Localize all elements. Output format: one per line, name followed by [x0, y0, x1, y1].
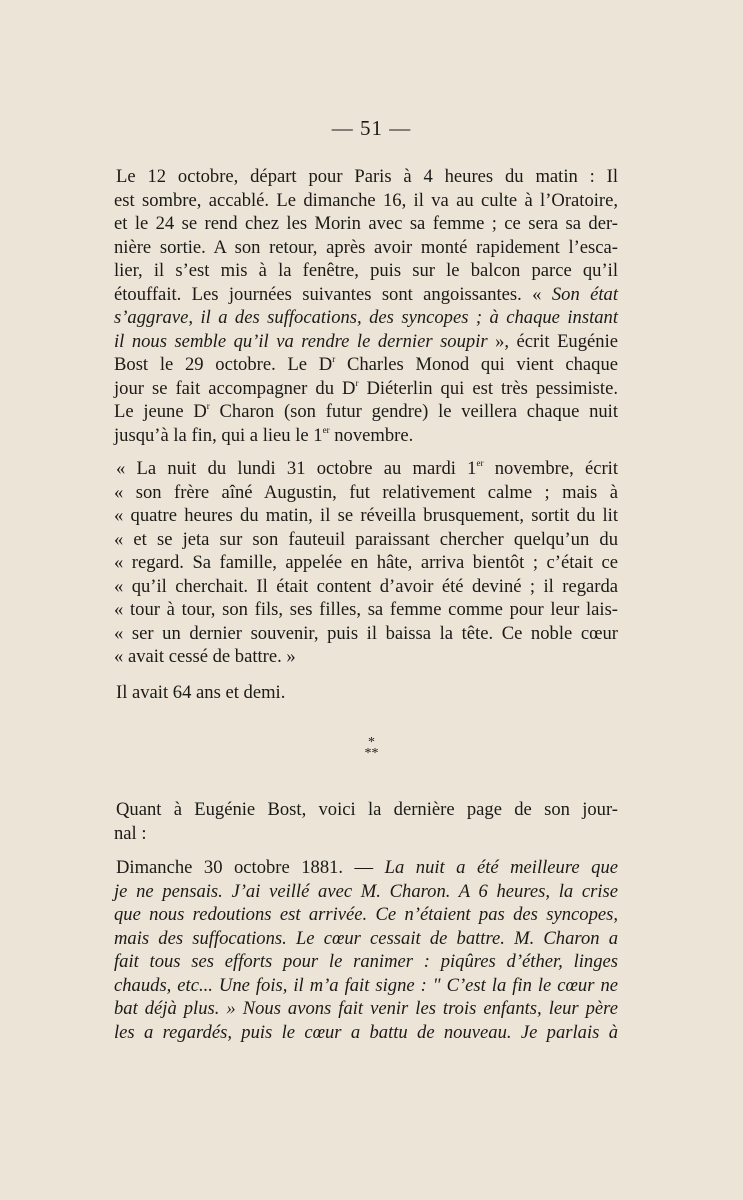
- text-line: est sombre, accablé. Le dimanche 16, il va au culte à l’Oratoire,: [114, 189, 618, 211]
- text-line: « avait cessé de battre. »: [114, 646, 296, 667]
- paragraph-augustin-quote: [114, 457, 618, 669]
- superscript: r: [206, 401, 210, 411]
- italic-line: les a regardés, puis le cœur a battu de nouveau. Je parlais à: [114, 1021, 618, 1043]
- italic-line: que nous redoutions est arrivée. Ce n’étaient pas des syncopes,: [114, 904, 618, 925]
- paragraph-journal-entry: [114, 856, 618, 1044]
- text-run: Bost le 29 octobre. Le D: [114, 354, 333, 375]
- text-line: lier, il s’est mis à la fenêtre, puis sur le balcon parce qu’il: [114, 260, 618, 281]
- text-line: « ser un dernier souvenir, puis il baissa la tête. Ce noble cœur: [114, 622, 618, 644]
- italic-line: chauds, etc... Une fois, il m’a fait signe : " C’est la fin le cœur ne: [114, 974, 618, 996]
- italic-quote: La nuit a été meilleure que: [384, 857, 618, 878]
- text-line: [114, 400, 618, 424]
- text-line: « qu’il cherchait. Il était content d’avoir été deviné ; il regarda: [114, 575, 618, 597]
- text-line: [114, 457, 618, 481]
- text-run: Charles Monod qui vient chaque: [335, 354, 618, 375]
- text-line: « tour à tour, son fils, ses filles, sa femme comme pour leur lais-: [114, 599, 618, 620]
- text-run: Charon (son futur gendre) le veillera chaque nuit: [209, 401, 618, 422]
- text-line: [114, 330, 618, 354]
- text-run: novembre.: [329, 424, 414, 446]
- text-line: [114, 377, 618, 401]
- text-run: », écrit Eugénie: [487, 330, 618, 352]
- text-line: [114, 283, 618, 307]
- italic-line: je ne pensais. J’ai veillé avec M. Charon. A 6 heures, la crise: [114, 880, 618, 902]
- journal-date: Dimanche 30 octobre 1881. —: [116, 857, 385, 878]
- text-line: et le 24 se rend chez les Morin avec sa femme ; ce sera sa der-: [114, 213, 618, 234]
- italic-line: bat déjà plus. » Nous avons fait venir les trois enfants, leur père: [114, 998, 618, 1019]
- asterism-top: *: [368, 735, 375, 750]
- text-line: « regard. Sa famille, appelée en hâte, arriva bientôt ; c’était ce: [114, 552, 618, 573]
- superscript: r: [332, 354, 336, 364]
- text-line: « son frère aîné Augustin, fut relativement calme ; mais à: [114, 481, 618, 503]
- paragraph-journal-intro: [114, 798, 618, 845]
- text-line: Il avait 64 ans et demi.: [116, 682, 286, 703]
- text-line: nal :: [114, 822, 147, 844]
- superscript: er: [322, 424, 330, 435]
- text-run: Le jeune D: [114, 401, 207, 422]
- text-line: [114, 353, 618, 377]
- asterism-divider: [0, 737, 743, 759]
- asterism-bottom: **: [364, 746, 379, 761]
- text-line: Le 12 octobre, départ pour Paris à 4 heures du matin : Il: [116, 166, 618, 187]
- text-run: Diéterlin qui est très pessimiste.: [358, 377, 618, 399]
- text-line: « et se jeta sur son fauteuil paraissant chercher quelqu’un du: [114, 528, 618, 550]
- text-run: novembre, écrit: [483, 458, 618, 479]
- superscript: er: [476, 458, 484, 468]
- text-run: jour se fait accompagner du D: [114, 377, 356, 399]
- paragraph-departure: [114, 165, 618, 447]
- text-line: [114, 856, 618, 880]
- text-line: nière sortie. A son retour, après avoir monté rapidement l’esca-: [114, 236, 618, 258]
- page-number: — 51 —: [331, 116, 412, 140]
- italic-line: fait tous ses efforts pour le ranimer : piqûres d’éther, linges: [114, 951, 618, 972]
- text-run: jusqu’à la fin, qui a lieu le 1: [114, 424, 323, 446]
- italic-quote: il nous semble qu’il va rendre le dernier soupir: [114, 330, 488, 352]
- italic-line: mais des suffocations. Le cœur cessait de battre. M. Charon a: [114, 927, 618, 949]
- italic-quote: s’aggrave, il a des suffocations, des syncopes ; à chaque instant: [114, 307, 618, 328]
- text-run: « La nuit du lundi 31 octobre au mardi 1: [116, 458, 477, 479]
- text-line: [114, 424, 618, 448]
- superscript: r: [355, 377, 359, 388]
- italic-quote: Son état: [551, 283, 619, 305]
- text-line: Quant à Eugénie Bost, voici la dernière page de son jour-: [116, 799, 618, 820]
- text-run: étouffait. Les journées suivantes sont angoissantes. «: [114, 283, 552, 305]
- text-line: « quatre heures du matin, il se réveilla brusquement, sortit du lit: [114, 505, 618, 526]
- paragraph-age: [114, 681, 618, 705]
